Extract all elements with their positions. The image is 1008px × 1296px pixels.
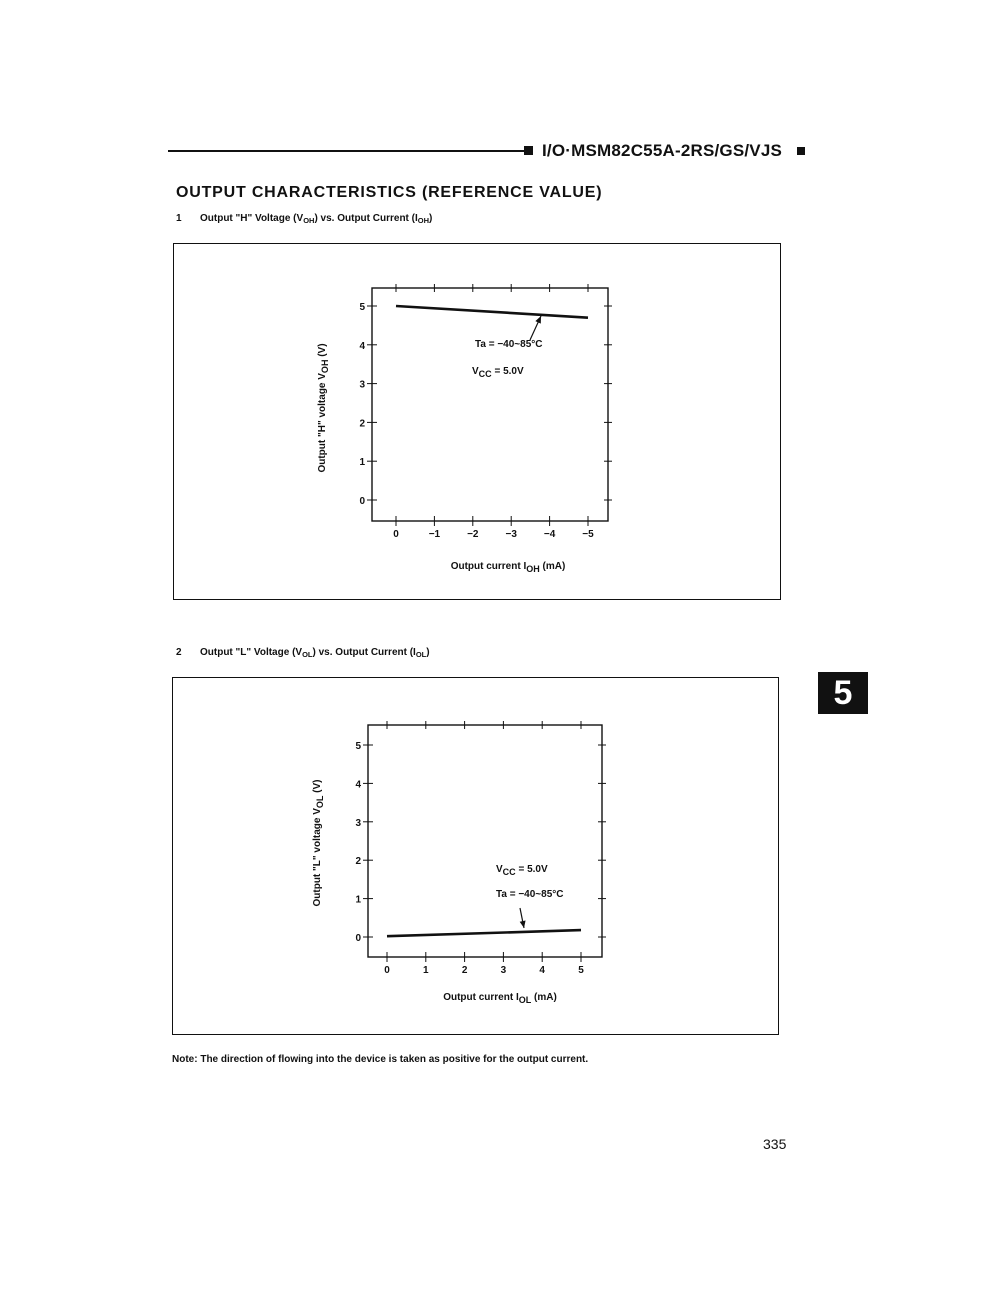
y-tick-label: 3 bbox=[355, 817, 361, 829]
chart2-number: 2 bbox=[176, 647, 182, 658]
x-tick-label: −4 bbox=[543, 529, 556, 540]
chart1-x-axis-label: Output current IOH (mA) bbox=[450, 561, 566, 574]
note-text: The direction of flowing into the device is taken as positive for the output current. bbox=[200, 1054, 589, 1065]
chart2-arrow-head bbox=[520, 921, 526, 928]
chart1-series-line bbox=[396, 306, 588, 318]
chart1-annotation-ta: Ta = −40~85°C bbox=[475, 339, 543, 350]
x-tick-label: −2 bbox=[467, 529, 479, 540]
x-tick-label: −1 bbox=[428, 529, 441, 540]
y-tick-label: 4 bbox=[359, 340, 365, 352]
y-tick-label: 5 bbox=[359, 302, 365, 313]
chart2-annotation-vcc: VCC = 5.0V bbox=[496, 864, 548, 877]
x-tick-label: 3 bbox=[500, 965, 507, 976]
chart2-title-a-sub: OL bbox=[302, 649, 313, 659]
header-title: I/O·MSM82C55A-2RS/GS/VJS bbox=[542, 141, 783, 160]
chart1-number: 1 bbox=[176, 213, 182, 224]
chart1-title-c: ) bbox=[429, 213, 433, 224]
x-tick-label: 2 bbox=[461, 965, 468, 976]
x-tick-label: 0 bbox=[393, 529, 399, 540]
x-tick-label: 4 bbox=[539, 965, 545, 976]
x-tick-label: 5 bbox=[578, 965, 584, 976]
x-tick-label: 0 bbox=[384, 965, 390, 976]
chart2-title-c: ) bbox=[426, 647, 430, 658]
chart2-annotation-ta: Ta = −40~85°C bbox=[496, 889, 564, 900]
y-tick-label: 0 bbox=[359, 496, 365, 507]
y-tick-label: 5 bbox=[355, 741, 361, 752]
chart2-series-line bbox=[387, 930, 581, 936]
section-tab: 5 bbox=[818, 672, 868, 714]
chart1-annotation-vcc: VCC = 5.0V bbox=[472, 366, 524, 379]
chart1-title-b-sub: OH bbox=[417, 215, 430, 225]
y-tick-label: 4 bbox=[355, 779, 361, 791]
y-tick-label: 1 bbox=[359, 457, 365, 469]
chart2-x-axis-label: Output current IOL (mA) bbox=[443, 992, 557, 1005]
note-label: Note: bbox=[172, 1054, 198, 1065]
y-tick-label: 0 bbox=[355, 933, 361, 944]
y-tick-label: 2 bbox=[355, 856, 361, 868]
chart1-plot bbox=[317, 284, 612, 574]
x-tick-label: −3 bbox=[505, 529, 517, 540]
chart2-title-b: ) vs. Output Current (I bbox=[312, 647, 416, 658]
note bbox=[172, 1054, 588, 1065]
chart2-title-a: Output "L" Voltage (V bbox=[200, 647, 303, 658]
page-number: 335 bbox=[763, 1136, 787, 1152]
section-title: OUTPUT CHARACTERISTICS (REFERENCE VALUE) bbox=[176, 184, 603, 201]
y-tick-label: 1 bbox=[355, 894, 361, 906]
chart1-plot-box bbox=[372, 288, 608, 521]
x-tick-label: −5 bbox=[582, 529, 594, 540]
chart1-y-axis-label: Output "H" voltage VOH (V) bbox=[317, 343, 330, 473]
chart2-title-b-sub: OL bbox=[415, 649, 427, 659]
chart1-title-a: Output "H" Voltage (V bbox=[200, 213, 304, 224]
chart1-title-b: ) vs. Output Current (I bbox=[314, 213, 418, 224]
chart2-plot-box bbox=[368, 725, 602, 957]
y-tick-label: 3 bbox=[359, 379, 365, 391]
chart1-title-a-sub: OH bbox=[303, 215, 315, 225]
y-tick-label: 2 bbox=[359, 418, 365, 430]
x-tick-label: 1 bbox=[423, 965, 429, 976]
chart2-y-axis-label: Output "L" voltage VOL (V) bbox=[312, 779, 325, 907]
chart2-plot bbox=[312, 721, 606, 1005]
